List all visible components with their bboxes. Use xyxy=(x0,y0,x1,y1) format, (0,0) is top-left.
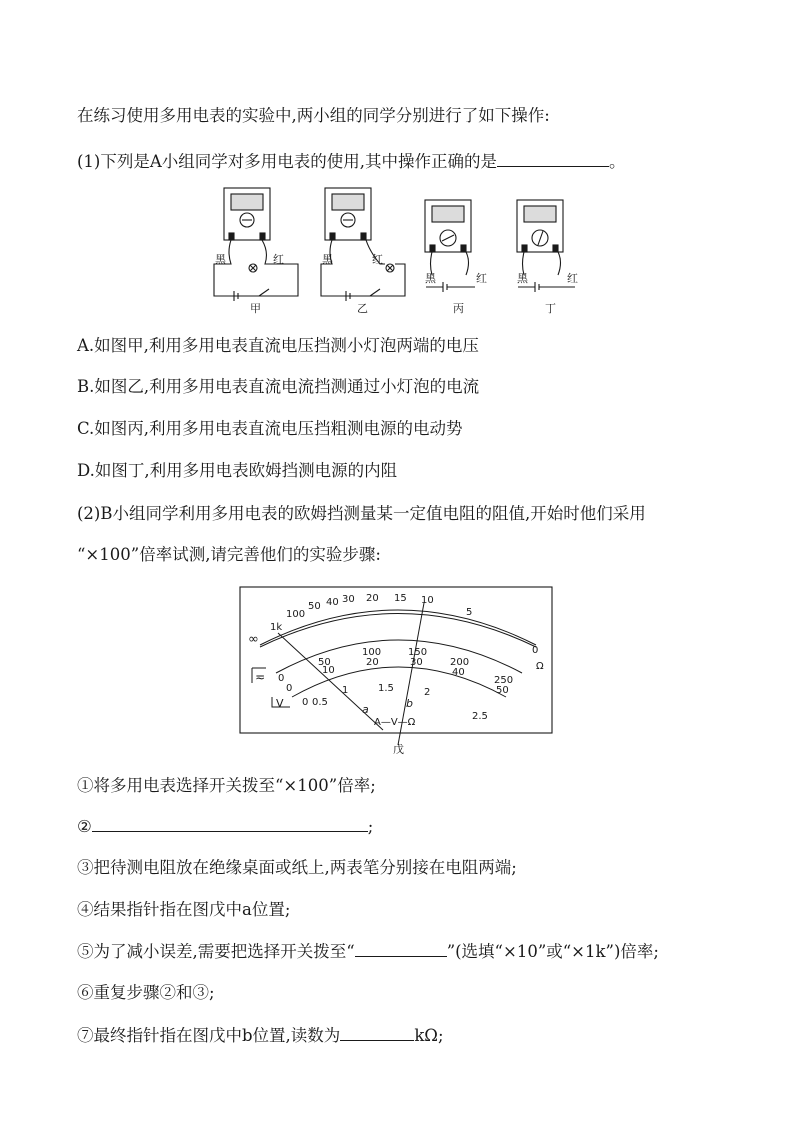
step-1: ①将多用电表选择开关拨至“×100”倍率; xyxy=(77,776,376,795)
ac-label-1: 1 xyxy=(342,685,349,696)
dc-label-150: 150 xyxy=(408,647,428,658)
label-black-ding: 黑 xyxy=(517,272,528,285)
ac-label-1-5: 1.5 xyxy=(378,683,394,694)
option-d: D.如图丁,利用多用电表欧姆挡测电源的内阻 xyxy=(77,461,398,480)
label-red-yi: 红 xyxy=(372,253,383,266)
ohm-label-20: 20 xyxy=(366,593,379,604)
step-7-suffix: kΩ; xyxy=(414,1026,444,1045)
ac-label-0: 0 xyxy=(302,697,309,708)
question-1-end: 。 xyxy=(609,152,626,171)
step-2-prefix: ② xyxy=(77,817,92,836)
ac-label-2-5: 2.5 xyxy=(472,711,488,722)
label-red-jia: 红 xyxy=(273,253,284,266)
dc-label-0: 0 xyxy=(278,673,285,684)
dc-label-250: 250 xyxy=(494,675,514,686)
label-red-bing: 红 xyxy=(476,272,487,285)
ohm-label-15: 15 xyxy=(394,593,407,604)
question-1-text: (1)下列是A小组同学对多用电表的使用,其中操作正确的是 xyxy=(77,152,498,171)
ohm-label-50: 50 xyxy=(308,601,321,612)
label-black-jia: 黑 xyxy=(215,253,226,266)
pointer-b-label: b xyxy=(406,697,413,710)
label-black-bing: 黑 xyxy=(425,272,436,285)
answer-blank-step-7[interactable] xyxy=(340,1024,414,1041)
question-2-line1: (2)B小组同学利用多用电表的欧姆挡测量某一定值电阻的阻值,开始时他们采用 xyxy=(77,504,646,523)
caption-jia: 甲 xyxy=(250,302,261,315)
step-2 xyxy=(77,815,373,838)
caption-yi: 乙 xyxy=(357,302,368,315)
dc-label-30: 30 xyxy=(410,657,423,668)
figure-jia xyxy=(214,188,298,301)
step-2-suffix: ; xyxy=(367,817,374,836)
answer-blank-q1[interactable] xyxy=(497,150,609,167)
label-black-yi: 黑 xyxy=(322,253,333,266)
step-5 xyxy=(77,940,659,963)
ac-label-2: 2 xyxy=(424,687,431,698)
ohmmeter-dial-figure xyxy=(238,585,556,760)
dc-label-50: 50 xyxy=(318,657,331,668)
ohm-label-infinity: ∞ xyxy=(248,632,259,647)
intro-text: 在练习使用多用电表的实验中,两小组的同学分别进行了如下操作: xyxy=(77,106,550,125)
ohm-label-5: 5 xyxy=(466,607,473,618)
label-red-ding: 红 xyxy=(567,272,578,285)
answer-blank-step-5[interactable] xyxy=(355,940,447,957)
ohm-label-40: 40 xyxy=(326,597,339,608)
caption-bing: 丙 xyxy=(453,302,464,315)
dc-label-200: 200 xyxy=(450,657,470,668)
question-2-line2: “×100”倍率试测,请完善他们的实验步骤: xyxy=(77,545,381,564)
step-3: ③把待测电阻放在绝缘桌面或纸上,两表笔分别接在电阻两端; xyxy=(77,858,517,877)
ohm-label-10: 10 xyxy=(421,595,434,606)
dc-label-20: 20 xyxy=(366,657,379,668)
dc-label-100: 100 xyxy=(362,647,382,658)
step-6: ⑥重复步骤②和③; xyxy=(77,983,215,1002)
ohm-label-100: 100 xyxy=(286,609,306,620)
step-4: ④结果指针指在图戊中a位置; xyxy=(77,900,291,919)
step-7 xyxy=(77,1024,444,1047)
dc-label-50b: 50 xyxy=(496,685,509,696)
ohm-label-0: 0 xyxy=(532,645,539,656)
option-b: B.如图乙,利用多用电表直流电流挡测通过小灯泡的电流 xyxy=(77,377,480,396)
dc-label-10: 10 xyxy=(322,665,335,676)
caption-ding: 丁 xyxy=(545,302,556,315)
caption-wu: 戊 xyxy=(393,743,404,756)
step-5-prefix: ⑤为了减小误差,需要把选择开关拨至“ xyxy=(77,942,355,961)
ac-label-0-5: 0.5 xyxy=(312,697,328,708)
dc-scale-arc xyxy=(276,640,522,673)
answer-blank-step-2[interactable] xyxy=(92,815,368,832)
terminal-label: A—V—Ω xyxy=(374,717,416,728)
dc-label-40: 40 xyxy=(452,667,465,678)
voltage-symbol: V xyxy=(276,697,284,710)
option-c: C.如图丙,利用多用电表直流电压挡粗测电源的电动势 xyxy=(77,419,463,438)
dc-label-0b: 0 xyxy=(286,683,293,694)
pointer-a-label: a xyxy=(362,703,369,716)
meter-circuits-figure xyxy=(205,183,595,323)
question-1-prompt xyxy=(77,150,626,173)
step-7-prefix: ⑦最终指针指在图戊中b位置,读数为 xyxy=(77,1026,341,1045)
ohm-label-unit: Ω xyxy=(536,661,544,672)
figure-yi xyxy=(321,188,405,301)
ac-dc-symbol: ≂ xyxy=(255,670,266,684)
step-5-suffix: ”(选填“×10”或“×1k”)倍率; xyxy=(446,942,659,961)
option-a: A.如图甲,利用多用电表直流电压挡测小灯泡两端的电压 xyxy=(77,336,479,355)
ohm-label-1k: 1k xyxy=(270,622,283,633)
ohm-label-30: 30 xyxy=(342,594,355,605)
